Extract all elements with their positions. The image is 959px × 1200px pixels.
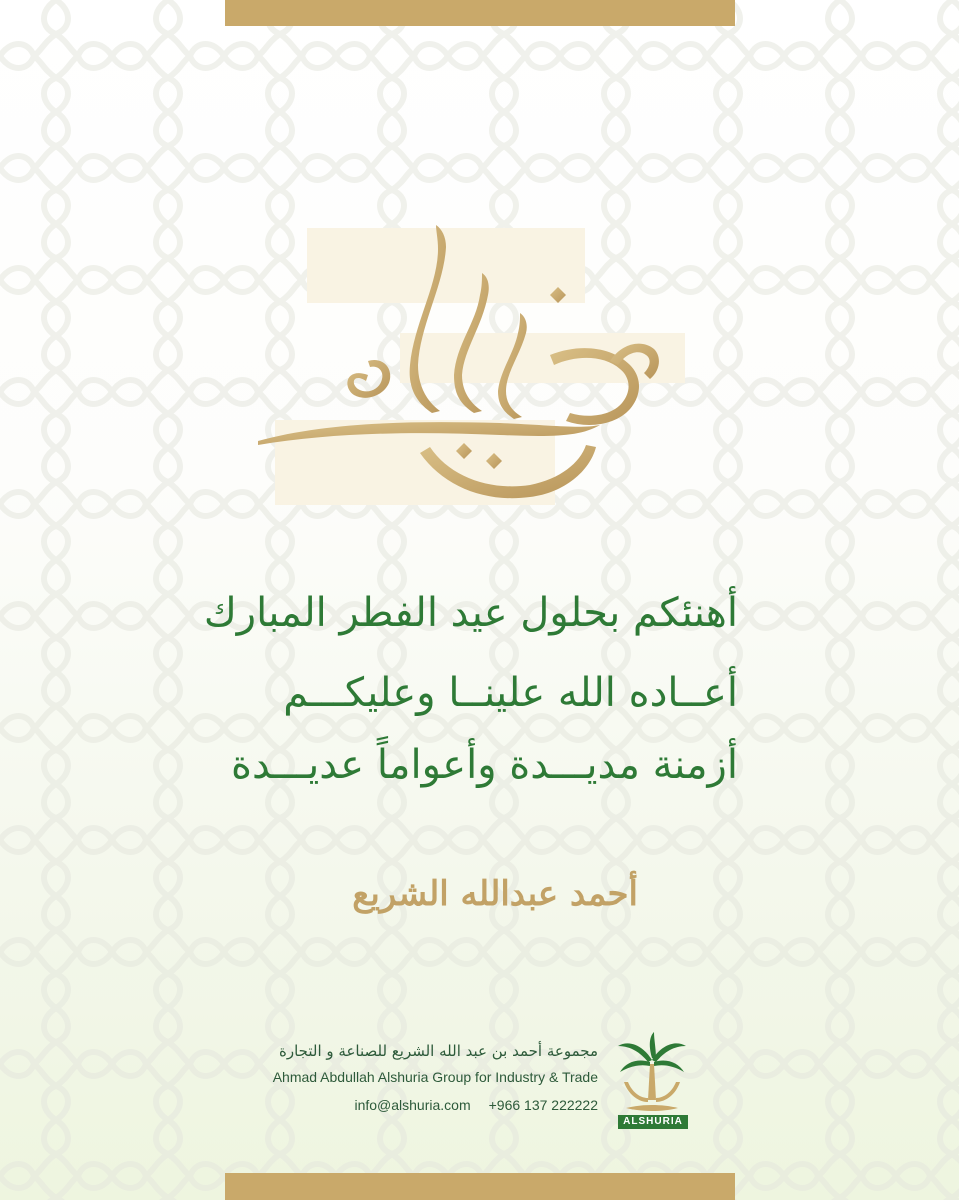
contact-info bbox=[240, 1097, 598, 1113]
eid-mubarak-calligraphy-icon bbox=[250, 215, 670, 505]
logo-wordmark: ALSHURIA bbox=[618, 1115, 688, 1129]
greeting-line-3: أزمنة مديـــدة وأعواماً عديـــدة bbox=[231, 742, 738, 788]
bottom-gold-bar bbox=[225, 1173, 735, 1200]
greeting-line-2: أعــاده الله علينــا وعليكـــم bbox=[283, 670, 738, 716]
email-link[interactable]: info@alshuria.com bbox=[354, 1097, 471, 1113]
top-gold-bar bbox=[225, 0, 735, 26]
company-name-arabic: مجموعة أحمد بن عبد الله الشريع للصناعة و التجارة bbox=[279, 1042, 598, 1060]
signature-name: أحمد عبدالله الشريع bbox=[352, 874, 638, 914]
phone-number[interactable]: +966 137 222222 bbox=[488, 1097, 598, 1113]
greeting-line-1: أهنئكم بحلول عيد الفطر المبارك bbox=[203, 590, 738, 636]
company-name-english: Ahmad Abdullah Alshuria Group for Industry & Trade bbox=[272, 1069, 598, 1085]
